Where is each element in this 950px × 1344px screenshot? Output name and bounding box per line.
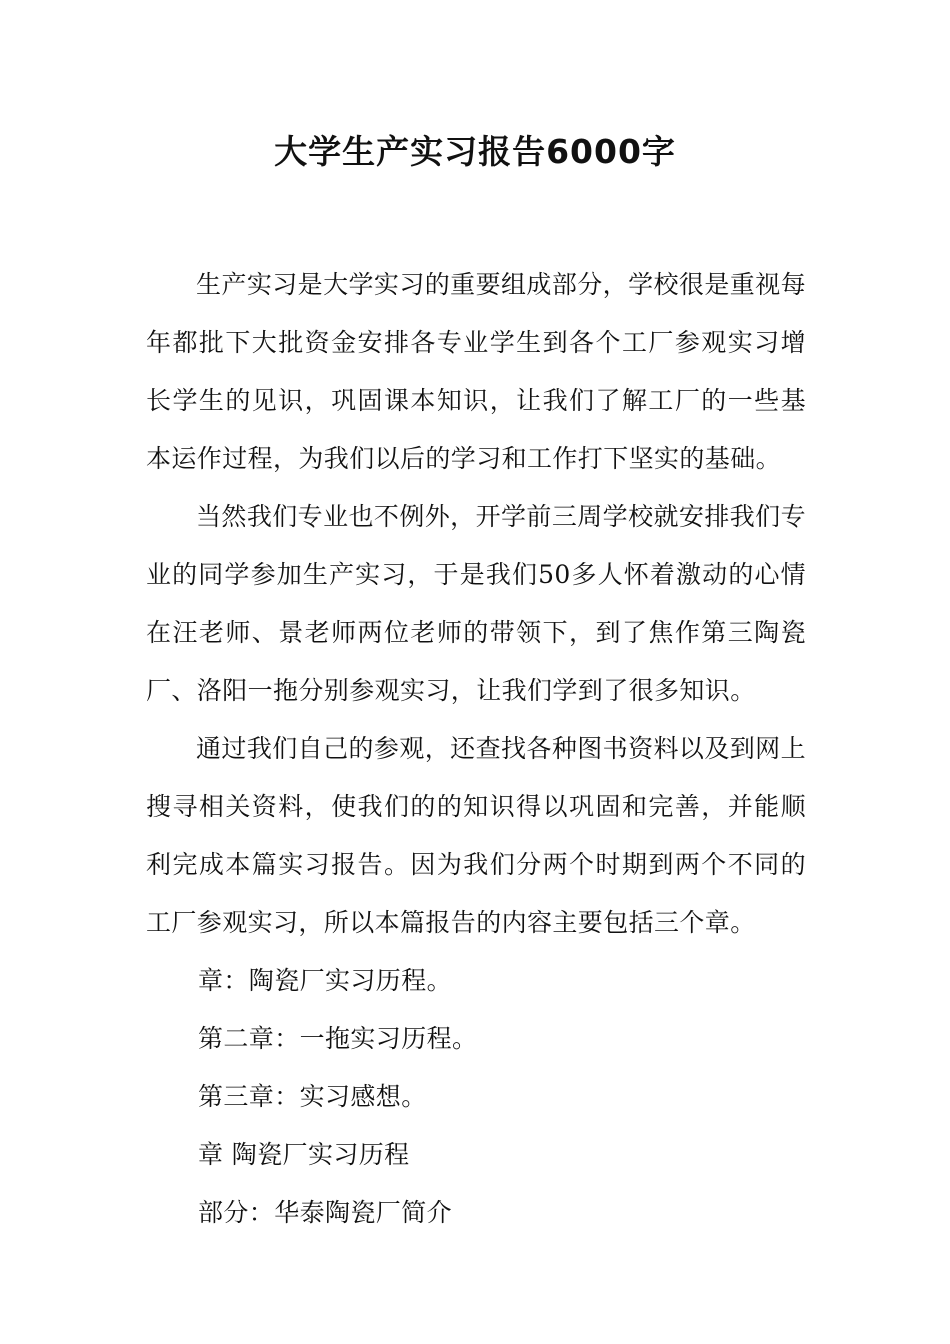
chapter-list-item-1: 章：陶瓷厂实习历程。 xyxy=(198,966,453,995)
document-body xyxy=(146,256,806,1242)
chapter-list-item-2: 第二章：一拖实习历程。 xyxy=(198,1024,478,1053)
paragraph-intro: 生产实习是大学实习的重要组成部分，学校很是重视每年都批下大批资金安排各专业学生到各个工厂参观实习增长学生的见识，巩固课本知识，让我们了解工厂的一些基本运作过程，为我们以后的学习和工作打下坚实的基础。 xyxy=(146,270,806,473)
chapter-list-item-3: 第三章：实习感想。 xyxy=(198,1082,427,1111)
paragraph-report-scope: 通过我们自己的参观，还查找各种图书资料以及到网上搜寻相关资料，使我们的的知识得以巩固和完善，并能顺利完成本篇实习报告。因为我们分两个时期到两个不同的工厂参观实习，所以本篇报告的内容主要包括三个章。 xyxy=(146,734,806,937)
paragraph-arrangement: 当然我们专业也不例外，开学前三周学校就安排我们专业的同学参加生产实习，于是我们50多人怀着激动的心情在汪老师、景老师两位老师的带领下，到了焦作第三陶瓷厂、洛阳一拖分别参观实习，让我们学到了很多知识。 xyxy=(146,502,806,705)
chapter-heading: 章 陶瓷厂实习历程 xyxy=(198,1140,410,1169)
document-title: 大学生产实习报告6000字 xyxy=(274,132,676,171)
section-heading: 部分：华泰陶瓷厂简介 xyxy=(198,1198,453,1227)
